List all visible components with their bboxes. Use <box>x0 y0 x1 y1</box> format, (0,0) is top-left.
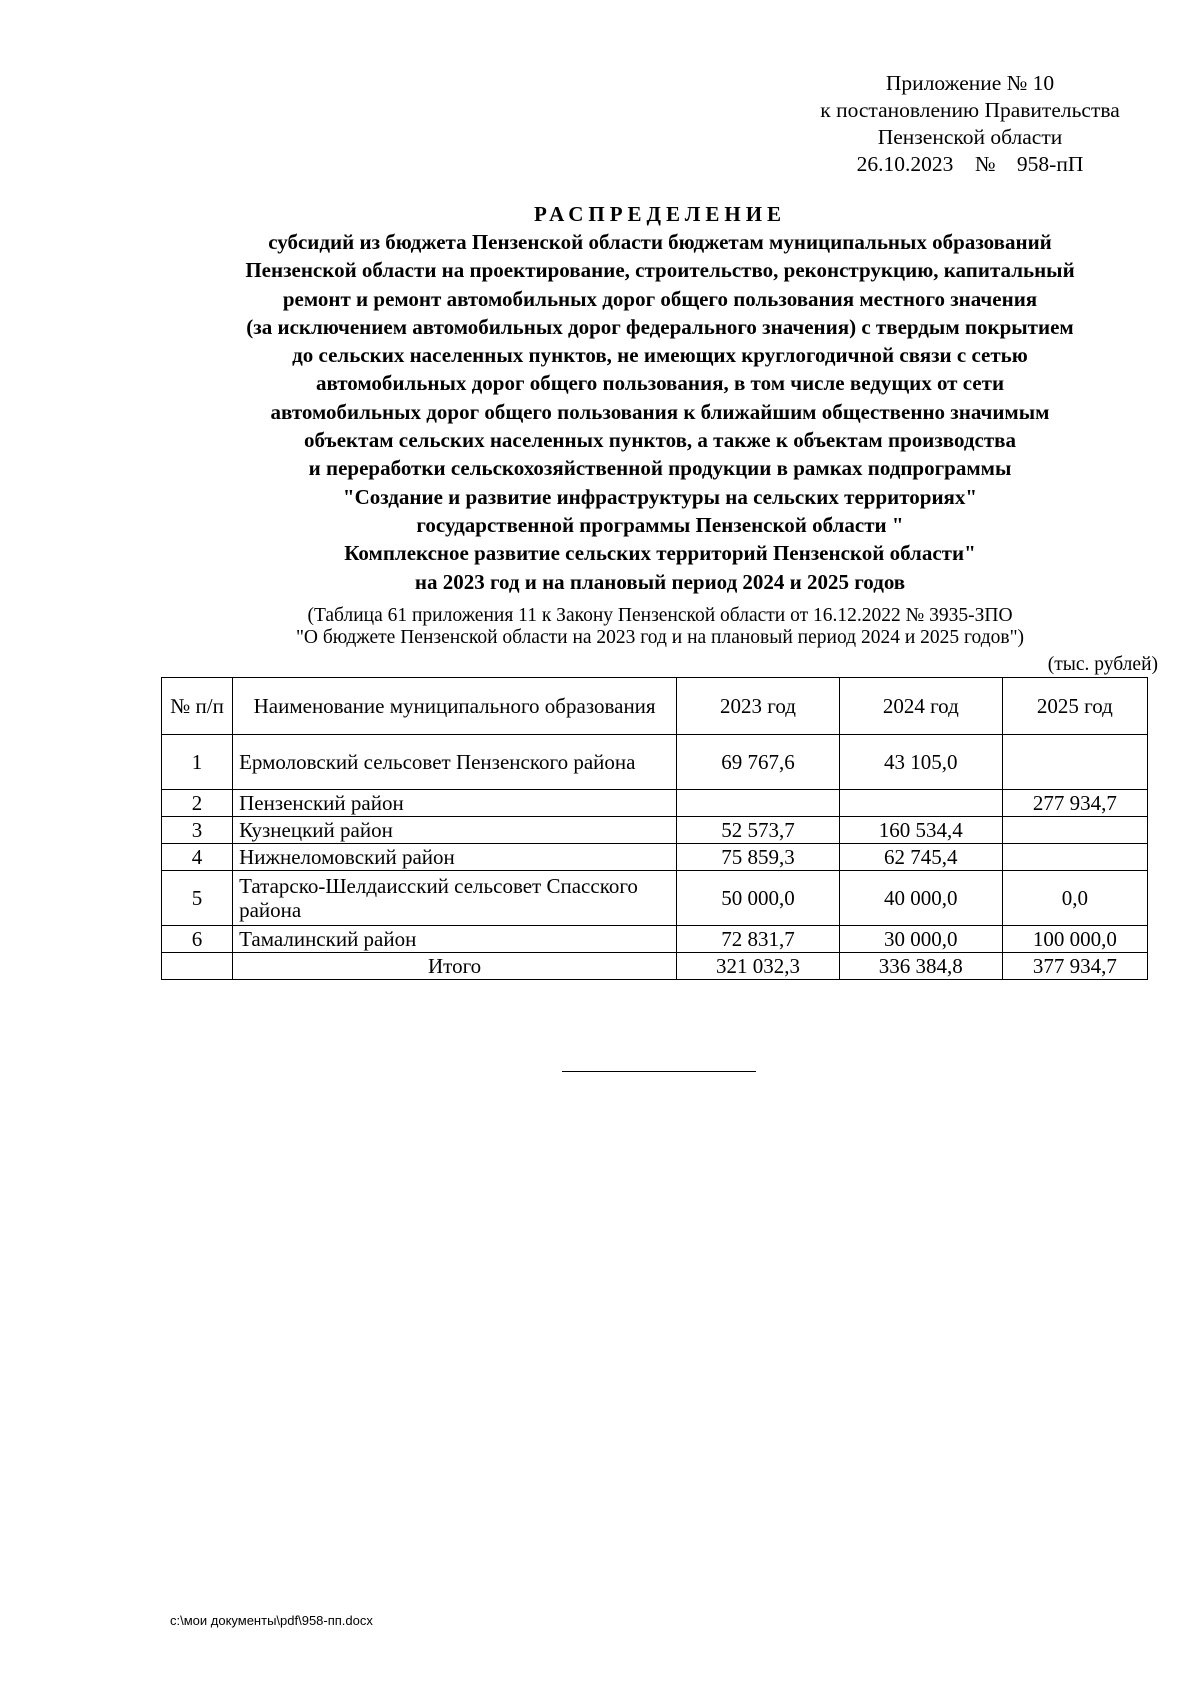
row-2023 <box>677 790 840 817</box>
table-total-row <box>162 953 1148 980</box>
total-label: Итого <box>233 953 677 980</box>
annex-date-number: 26.10.2023 № 958-пП <box>856 152 1084 176</box>
row-number: 1 <box>162 735 233 790</box>
row-number: 2 <box>162 790 233 817</box>
row-2023: 52 573,7 <box>677 817 840 844</box>
heading-line: объектам сельских населенных пунктов, а также к объектам производства <box>304 428 1016 453</box>
table-row <box>162 790 1148 817</box>
source-line: (Таблица 61 приложения 11 к Закону Пензенской области от 16.12.2022 № 3935-ЗПО <box>307 605 1013 626</box>
row-number: 4 <box>162 844 233 871</box>
annex-block <box>770 70 1170 178</box>
document-heading <box>160 200 1160 596</box>
row-name: Тамалинский район <box>233 926 677 953</box>
row-2023: 69 767,6 <box>677 735 840 790</box>
end-divider <box>562 1071 756 1072</box>
total-2024: 336 384,8 <box>839 953 1002 980</box>
row-2024: 30 000,0 <box>839 926 1002 953</box>
table-row <box>162 735 1148 790</box>
row-2023: 72 831,7 <box>677 926 840 953</box>
distribution-table <box>161 677 1148 980</box>
header-name: Наименование муниципального образования <box>233 678 677 735</box>
row-name: Кузнецкий район <box>233 817 677 844</box>
row-number: 5 <box>162 871 233 926</box>
heading-line: и переработки сельскохозяйственной продукции в рамках подпрограммы <box>308 456 1012 481</box>
total-2023: 321 032,3 <box>677 953 840 980</box>
row-2025 <box>1002 817 1147 844</box>
table-row <box>162 926 1148 953</box>
heading-line: (за исключением автомобильных дорог федерального значения) с твердым покрытием <box>246 314 1074 339</box>
units-label: (тыс. рублей) <box>1047 654 1158 675</box>
row-2024: 43 105,0 <box>839 735 1002 790</box>
annex-number: Приложение № 10 <box>885 71 1055 95</box>
heading-line: Пензенской области на проектирование, строительство, реконструкцию, капитальный <box>245 258 1075 283</box>
heading-line: автомобильных дорог общего пользования к ближайшим общественно значимым <box>270 399 1050 424</box>
heading-line: ремонт и ремонт автомобильных дорог общего пользования местного значения <box>282 286 1038 311</box>
file-path-footer: c:\мои документы\pdf\958-пп.docx <box>170 1613 373 1628</box>
header-number: № п/п <box>162 678 233 735</box>
source-reference <box>160 605 1160 649</box>
row-name: Нижнеломовский район <box>233 844 677 871</box>
row-2025 <box>1002 735 1147 790</box>
row-2024: 40 000,0 <box>839 871 1002 926</box>
table-row <box>162 871 1148 926</box>
row-2024 <box>839 790 1002 817</box>
header-2025: 2025 год <box>1002 678 1147 735</box>
heading-line: на 2023 год и на плановый период 2024 и 2025 годов <box>414 569 906 594</box>
row-name: Ермоловский сельсовет Пензенского района <box>233 735 677 790</box>
heading-line: государственной программы Пензенской области " <box>416 512 904 537</box>
heading-line: до сельских населенных пунктов, не имеющих круглогодичной связи с сетью <box>292 343 1028 368</box>
table-header-row <box>162 678 1148 735</box>
table-row <box>162 817 1148 844</box>
row-number: 3 <box>162 817 233 844</box>
annex-resolution: к постановлению Правительства <box>820 98 1120 122</box>
row-2023: 50 000,0 <box>677 871 840 926</box>
header-2023: 2023 год <box>677 678 840 735</box>
total-number <box>162 953 233 980</box>
row-name: Пензенский район <box>233 790 677 817</box>
heading-line: Комплексное развитие сельских территорий Пензенской области" <box>344 541 976 566</box>
heading-line: "Создание и развитие инфраструктуры на сельских территориях" <box>342 484 978 509</box>
annex-region: Пензенской области <box>877 125 1063 149</box>
row-name: Татарско-Шелдаисский сельсовет Спасского района <box>233 871 677 926</box>
row-2024: 160 534,4 <box>839 817 1002 844</box>
row-2023: 75 859,3 <box>677 844 840 871</box>
source-line: "О бюджете Пензенской области на 2023 год и на плановый период 2024 и 2025 годов") <box>295 627 1025 648</box>
row-2025: 277 934,7 <box>1002 790 1147 817</box>
document-title: РАСПРЕДЕЛЕНИЕ <box>533 202 787 226</box>
row-number: 6 <box>162 926 233 953</box>
row-2024: 62 745,4 <box>839 844 1002 871</box>
heading-line: субсидий из бюджета Пензенской области бюджетам муниципальных образований <box>268 230 1052 254</box>
heading-line: автомобильных дорог общего пользования, в том числе ведущих от сети <box>315 371 1005 396</box>
table-row <box>162 844 1148 871</box>
total-2025: 377 934,7 <box>1002 953 1147 980</box>
row-2025 <box>1002 844 1147 871</box>
row-2025: 0,0 <box>1002 871 1147 926</box>
header-2024: 2024 год <box>839 678 1002 735</box>
row-2025: 100 000,0 <box>1002 926 1147 953</box>
